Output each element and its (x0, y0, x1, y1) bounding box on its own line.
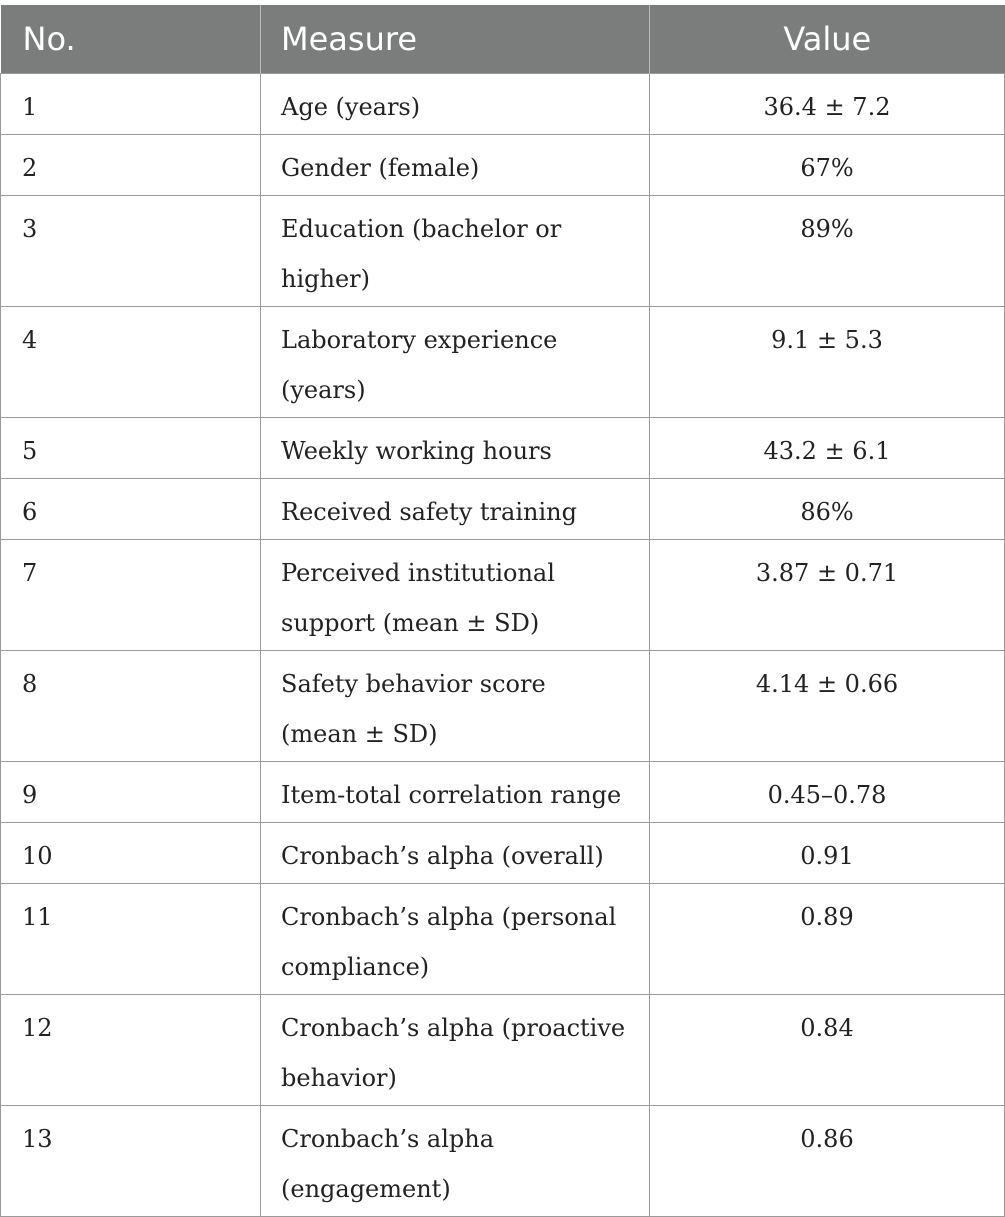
row-measure: Received safety training (261, 478, 650, 539)
row-value: 0.89 (650, 883, 1005, 994)
table-header (1, 5, 1005, 73)
row-value: 0.45–0.78 (650, 761, 1005, 822)
row-measure: Laboratory experience (years) (261, 306, 650, 417)
row-number: 7 (1, 539, 261, 650)
table-body (1, 73, 1005, 1216)
row-number: 9 (1, 761, 261, 822)
table-row (1, 822, 1005, 883)
row-value: 89% (650, 195, 1005, 306)
header-row (1, 5, 1005, 73)
row-number: 6 (1, 478, 261, 539)
row-value: 36.4 ± 7.2 (650, 73, 1005, 134)
row-number: 11 (1, 883, 261, 994)
row-value: 3.87 ± 0.71 (650, 539, 1005, 650)
row-measure: Safety behavior score (mean ± SD) (261, 650, 650, 761)
row-value: 43.2 ± 6.1 (650, 417, 1005, 478)
table-row (1, 306, 1005, 417)
row-measure: Weekly working hours (261, 417, 650, 478)
row-measure: Gender (female) (261, 134, 650, 195)
row-value: 4.14 ± 0.66 (650, 650, 1005, 761)
row-number: 10 (1, 822, 261, 883)
row-number: 4 (1, 306, 261, 417)
row-value: 9.1 ± 5.3 (650, 306, 1005, 417)
row-value: 86% (650, 478, 1005, 539)
table-row (1, 195, 1005, 306)
table-row (1, 1105, 1005, 1216)
row-value: 0.84 (650, 994, 1005, 1105)
row-measure: Cronbach’s alpha (engagement) (261, 1105, 650, 1216)
row-value: 67% (650, 134, 1005, 195)
row-number: 12 (1, 994, 261, 1105)
table-row (1, 883, 1005, 994)
row-number: 8 (1, 650, 261, 761)
row-value: 0.91 (650, 822, 1005, 883)
table-row (1, 417, 1005, 478)
row-value: 0.86 (650, 1105, 1005, 1216)
row-measure: Item-total correlation range (261, 761, 650, 822)
column-header-measure: Measure (261, 5, 650, 73)
table-row (1, 994, 1005, 1105)
row-measure: Education (bachelor or higher) (261, 195, 650, 306)
row-measure: Cronbach’s alpha (personal compliance) (261, 883, 650, 994)
table-row (1, 478, 1005, 539)
row-measure: Cronbach’s alpha (proactive behavior) (261, 994, 650, 1105)
table-row (1, 134, 1005, 195)
data-table (0, 5, 1005, 1217)
row-measure: Cronbach’s alpha (overall) (261, 822, 650, 883)
row-number: 5 (1, 417, 261, 478)
row-number: 3 (1, 195, 261, 306)
row-measure: Perceived institutional support (mean ± SD) (261, 539, 650, 650)
column-header-value: Value (650, 5, 1005, 73)
table-row (1, 539, 1005, 650)
column-header-no: No. (22, 19, 76, 58)
row-number: 13 (1, 1105, 261, 1216)
row-number: 2 (1, 134, 261, 195)
table-row (1, 761, 1005, 822)
table-row (1, 650, 1005, 761)
row-measure: Age (years) (261, 73, 650, 134)
table-row (1, 73, 1005, 134)
row-number: 1 (1, 73, 261, 134)
